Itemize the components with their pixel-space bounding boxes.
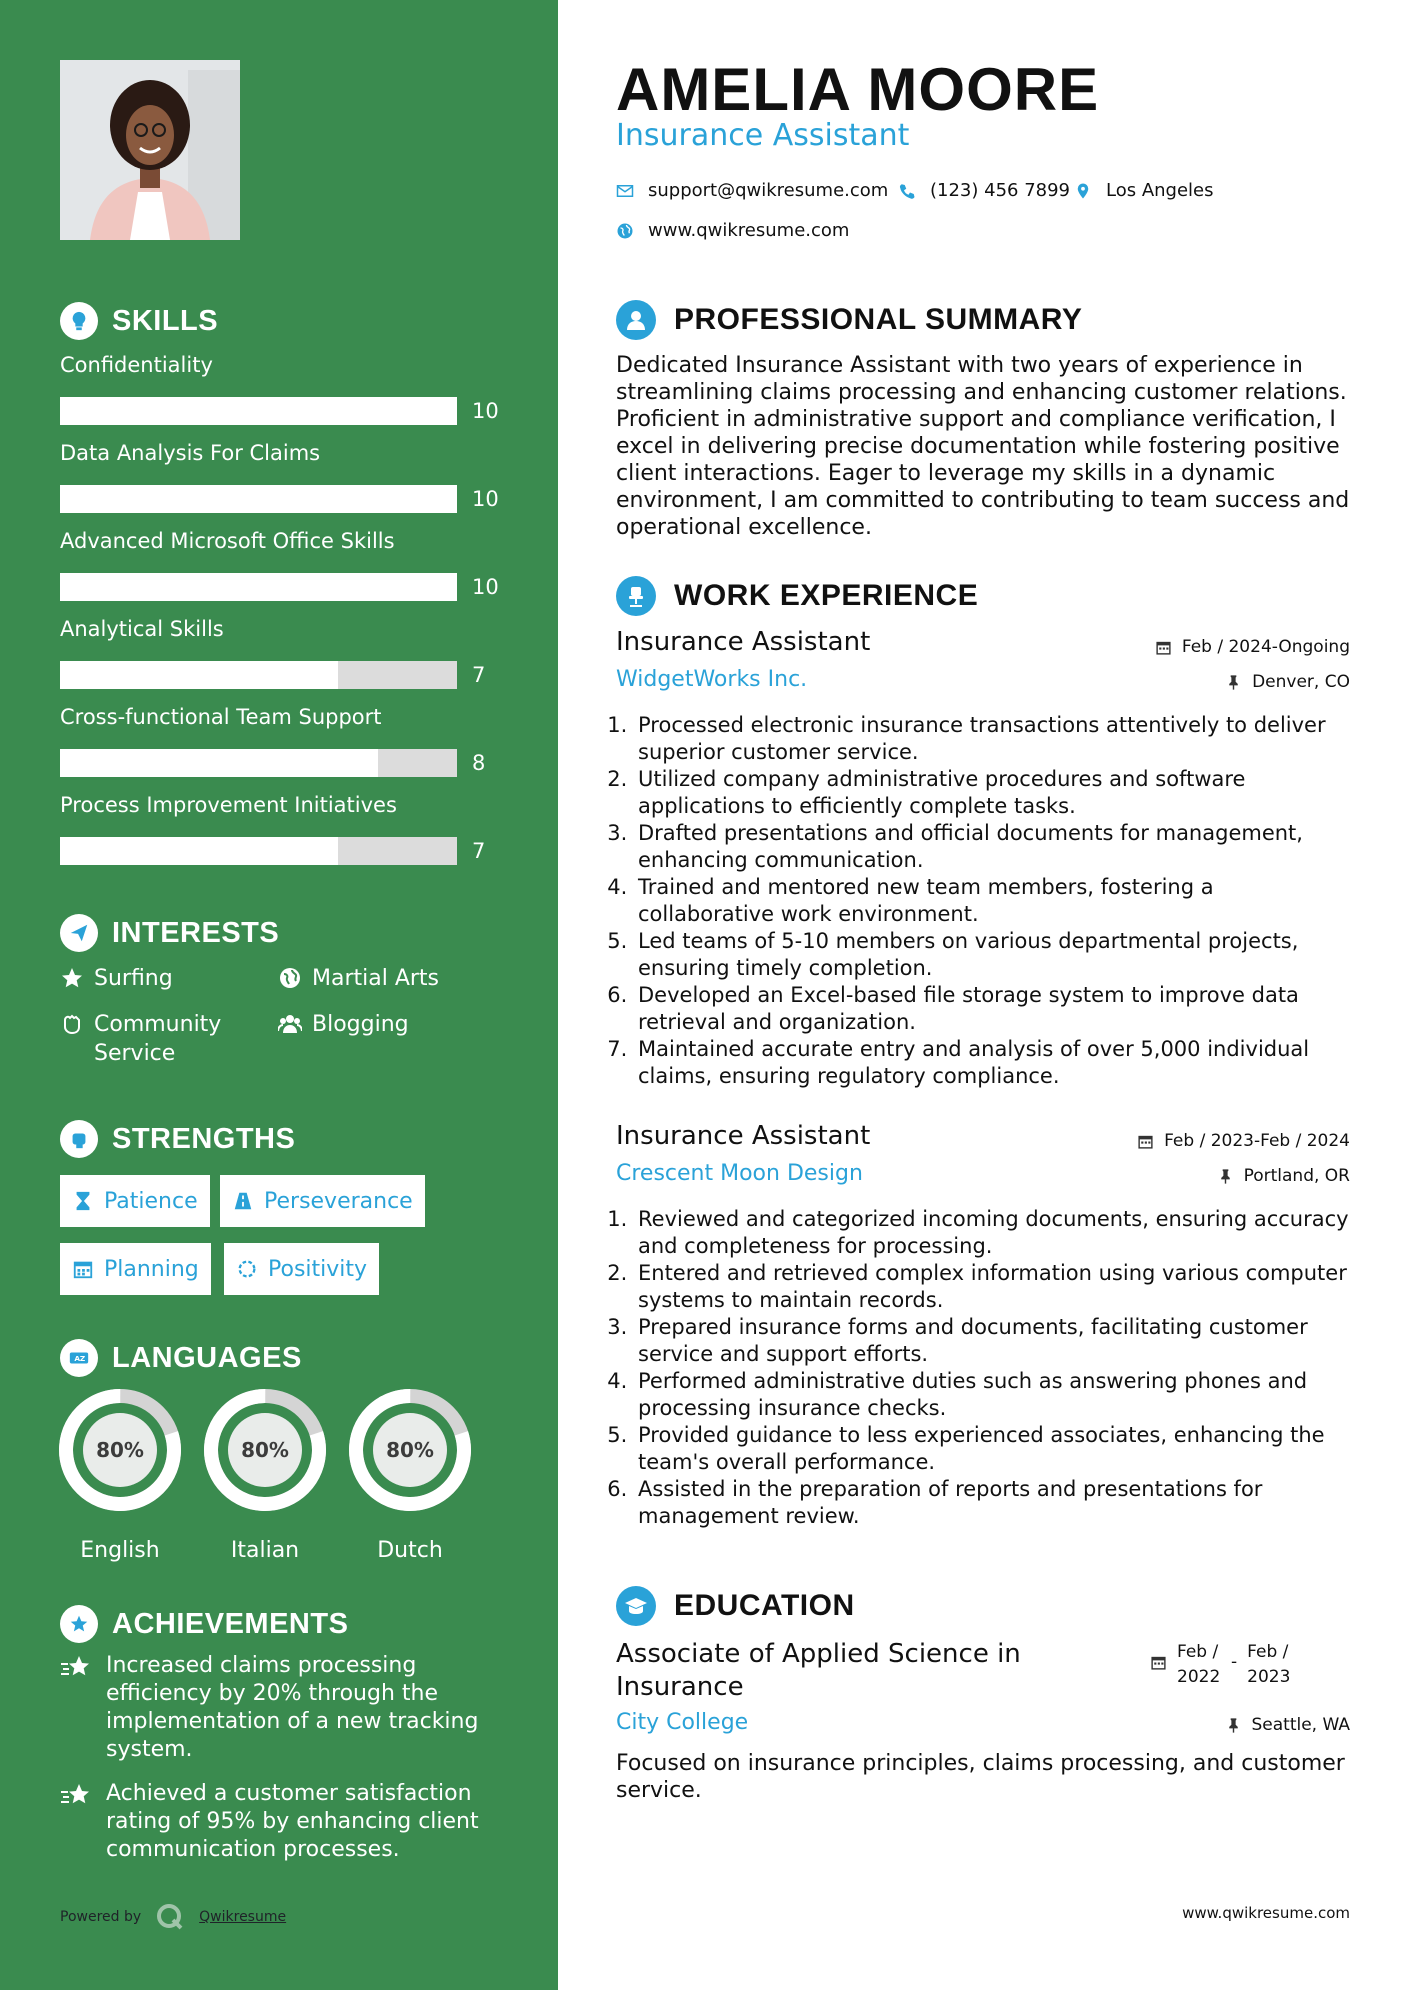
hand-icon xyxy=(60,1012,84,1036)
skill-bar xyxy=(60,749,457,777)
calendar-icon xyxy=(1155,639,1172,656)
pushpin-icon xyxy=(1225,1717,1242,1734)
language-name: Italian xyxy=(230,1538,300,1563)
list-item: 5. Led teams of 5-10 members on various departmental projects, ensuring timely completion. xyxy=(634,928,1356,982)
strength-chip xyxy=(224,1243,379,1295)
pushpin-icon xyxy=(1225,674,1242,691)
profile-photo xyxy=(60,60,240,240)
job-location-text: Portland, OR xyxy=(1243,1166,1350,1186)
phone-number: (123) 456 7899 xyxy=(930,180,1071,201)
skill-item xyxy=(60,615,500,687)
skill-item xyxy=(60,791,500,863)
skill-bar-fill xyxy=(60,661,338,689)
language-ring xyxy=(203,1388,327,1512)
job-dates xyxy=(1155,637,1350,657)
strength-chip xyxy=(220,1175,425,1227)
education-description: Focused on insurance principles, claims processing, and customer service. xyxy=(616,1751,1345,1803)
contact-website xyxy=(616,220,849,241)
education-location-text: Seattle, WA xyxy=(1251,1715,1350,1735)
job-company: Crescent Moon Design xyxy=(616,1161,863,1186)
job-title: Insurance Assistant xyxy=(616,627,871,657)
interests-heading xyxy=(60,914,279,952)
job-dates-text: Feb / 2023-Feb / 2024 xyxy=(1164,1131,1350,1151)
summary-title: PROFESSIONAL SUMMARY xyxy=(674,303,1083,336)
languages-title: LANGUAGES xyxy=(112,1341,302,1374)
interest-item xyxy=(278,964,439,993)
list-item: 6. Assisted in the preparation of reports and presentations for management review. xyxy=(634,1476,1356,1530)
job-dates xyxy=(1137,1131,1350,1151)
language-item xyxy=(58,1388,182,1563)
globe-icon xyxy=(616,222,634,240)
job-duties-list xyxy=(616,712,1356,1090)
achievement-text: Achieved a customer satisfaction rating of 95% by enhancing client communication processes. xyxy=(106,1781,479,1862)
powered-by xyxy=(60,1902,286,1932)
paper-plane-icon xyxy=(60,914,98,952)
envelope-icon xyxy=(616,182,634,200)
summary-text: Dedicated Insurance Assistant with two years of experience in streamlining claims processing and enhancing customer relations. Proficient in administrative support and compliance verification, I excel in delivering precise documentation while fostering positive client interactions. Eager to leverage my skills in a dynamic environment, I am committed to contributing to team success and operational excellence. xyxy=(616,353,1350,540)
location-text: Los Angeles xyxy=(1106,180,1214,201)
list-item: 4. Trained and mentored new team members, fostering a collaborative work environment. xyxy=(634,874,1356,928)
interest-label: Blogging xyxy=(312,1012,409,1037)
hourglass-icon xyxy=(72,1190,94,1212)
spinner-icon xyxy=(236,1258,258,1280)
skill-name: Cross-functional Team Support xyxy=(60,705,382,729)
education-date-separator: - xyxy=(1231,1652,1238,1672)
job-location xyxy=(1217,1166,1350,1186)
skill-name: Process Improvement Initiatives xyxy=(60,793,397,817)
education-title: EDUCATION xyxy=(674,1589,855,1622)
skill-name: Data Analysis For Claims xyxy=(60,441,321,465)
list-item: 4. Performed administrative duties such as answering phones and processing insurance checks. xyxy=(634,1368,1356,1422)
language-name: English xyxy=(80,1538,160,1563)
strength-label: Patience xyxy=(104,1188,198,1214)
calendar-icon xyxy=(72,1258,94,1280)
list-item: 5. Provided guidance to less experienced associates, enhancing the team's overall performance. xyxy=(634,1422,1356,1476)
road-icon xyxy=(232,1190,254,1212)
skill-value: 7 xyxy=(472,663,486,687)
job-dates-text: Feb / 2024-Ongoing xyxy=(1181,637,1350,657)
achievements-title: ACHIEVEMENTS xyxy=(112,1607,349,1640)
skill-bar-fill xyxy=(60,485,457,513)
skill-value: 7 xyxy=(472,839,486,863)
skill-value: 10 xyxy=(472,575,499,599)
language-name: Dutch xyxy=(377,1538,443,1563)
powered-by-brand-link[interactable]: Qwikresume xyxy=(199,1909,287,1925)
strength-label: Planning xyxy=(104,1256,199,1282)
job-company: WidgetWorks Inc. xyxy=(616,667,808,692)
lightbulb-icon xyxy=(60,302,98,340)
skill-value: 10 xyxy=(472,399,499,423)
list-item: 7. Maintained accurate entry and analysis of over 5,000 individual claims, ensuring regulatory compliance. xyxy=(634,1036,1356,1090)
language-ring xyxy=(58,1388,182,1512)
language-item xyxy=(203,1388,327,1563)
svg-text:Z: Z xyxy=(79,1354,86,1364)
skill-item xyxy=(60,351,500,423)
education-dates xyxy=(1150,1640,1291,1690)
candidate-name: AMELIA MOORE xyxy=(616,56,1100,123)
strength-chip xyxy=(60,1175,210,1227)
experience-title: WORK EXPERIENCE xyxy=(674,579,979,612)
flying-star-icon xyxy=(60,1654,92,1682)
skills-heading xyxy=(60,302,218,340)
sidebar xyxy=(0,0,558,1990)
achievement-item xyxy=(60,1780,490,1864)
language-ring xyxy=(348,1388,472,1512)
interest-label: Martial Arts xyxy=(312,966,440,991)
skill-bar xyxy=(60,397,457,425)
languages-heading xyxy=(60,1339,302,1377)
list-item: 3. Prepared insurance forms and documents, facilitating customer service and support efforts. xyxy=(634,1314,1356,1368)
contact-phone xyxy=(898,180,1070,201)
education-school: City College xyxy=(616,1710,749,1735)
skills-title: SKILLS xyxy=(112,304,219,337)
phone-icon xyxy=(898,182,916,200)
achievement-item xyxy=(60,1652,490,1764)
summary-heading xyxy=(616,300,1082,340)
skill-item xyxy=(60,439,500,511)
skill-bar-fill xyxy=(60,749,378,777)
skill-name: Analytical Skills xyxy=(60,617,224,641)
skill-value: 10 xyxy=(472,487,499,511)
language-percent: 80% xyxy=(386,1438,434,1462)
list-item: 3. Drafted presentations and official documents for management, enhancing communication. xyxy=(634,820,1356,874)
contact-email xyxy=(616,180,888,201)
interests-title: INTERESTS xyxy=(112,916,280,949)
education-degree: Associate of Applied Science in Insurance xyxy=(616,1639,1021,1702)
job-duties-list xyxy=(616,1206,1356,1530)
calendar-icon xyxy=(1137,1133,1154,1150)
users-icon xyxy=(278,1012,302,1036)
map-pin-icon xyxy=(1074,182,1092,200)
flying-star-icon xyxy=(60,1782,92,1810)
skill-bar-fill xyxy=(60,837,338,865)
strength-chip xyxy=(60,1243,211,1295)
strength-label: Positivity xyxy=(268,1256,368,1282)
user-icon xyxy=(616,300,656,340)
email-link[interactable]: support@qwikresume.com xyxy=(648,180,889,201)
education-date-start: Feb / 2022 xyxy=(1177,1642,1221,1687)
skill-value: 8 xyxy=(472,751,486,775)
skill-name: Confidentiality xyxy=(60,353,213,377)
list-item: 2. Utilized company administrative procedures and software applications to efficiently complete tasks. xyxy=(634,766,1356,820)
calendar-icon xyxy=(1150,1654,1167,1671)
skill-item xyxy=(60,527,500,599)
contact-location xyxy=(1074,180,1214,201)
language-item xyxy=(348,1388,472,1563)
graduation-icon xyxy=(616,1586,656,1626)
job-title: Insurance Assistant xyxy=(616,1121,871,1151)
strength-label: Perseverance xyxy=(264,1188,413,1214)
interest-item xyxy=(60,1010,250,1068)
interest-item xyxy=(60,964,173,993)
education-location xyxy=(1225,1715,1351,1735)
globe-icon xyxy=(278,966,302,990)
skill-bar xyxy=(60,485,457,513)
skill-item xyxy=(60,703,500,775)
footer-website-link[interactable]: www.qwikresume.com xyxy=(1182,1904,1350,1922)
interest-label: Surfing xyxy=(94,966,173,991)
interest-item xyxy=(278,1010,409,1039)
svg-text:A: A xyxy=(74,1354,81,1364)
candidate-role: Insurance Assistant xyxy=(616,118,910,153)
skill-bar-fill xyxy=(60,573,457,601)
language-icon xyxy=(60,1339,98,1377)
powered-by-label: Powered by xyxy=(60,1909,142,1925)
list-item: 2. Entered and retrieved complex information using various computer systems to maintain records. xyxy=(634,1260,1356,1314)
skill-bar xyxy=(60,837,457,865)
interest-label: Community Service xyxy=(94,1012,222,1066)
skill-bar xyxy=(60,573,457,601)
strengths-heading xyxy=(60,1120,295,1158)
star-badge-icon xyxy=(60,1605,98,1643)
skill-bar-fill xyxy=(60,397,457,425)
language-percent: 80% xyxy=(96,1438,144,1462)
experience-heading xyxy=(616,576,978,616)
list-item: 1. Reviewed and categorized incoming documents, ensuring accuracy and completeness for processing. xyxy=(634,1206,1356,1260)
job-location-text: Denver, CO xyxy=(1252,672,1350,692)
skill-bar xyxy=(60,661,457,689)
achievement-text: Increased claims processing efficiency by 20% through the implementation of a new tracking system. xyxy=(106,1653,479,1762)
list-item: 6. Developed an Excel-based file storage system to improve data retrieval and organization. xyxy=(634,982,1356,1036)
list-item: 1. Processed electronic insurance transactions attentively to deliver superior customer service. xyxy=(634,712,1356,766)
skill-name: Advanced Microsoft Office Skills xyxy=(60,529,395,553)
education-heading xyxy=(616,1586,855,1626)
strengths-title: STRENGTHS xyxy=(112,1122,296,1155)
achievements-heading xyxy=(60,1605,348,1643)
star-icon xyxy=(60,966,84,990)
language-percent: 80% xyxy=(241,1438,289,1462)
website-link[interactable]: www.qwikresume.com xyxy=(648,220,850,241)
fist-icon xyxy=(60,1120,98,1158)
qwikresume-logo-icon xyxy=(155,1902,185,1932)
pushpin-icon xyxy=(1217,1168,1234,1185)
job-location xyxy=(1225,672,1350,692)
office-chair-icon xyxy=(616,576,656,616)
education-date-end: Feb / 2023 xyxy=(1247,1642,1291,1687)
